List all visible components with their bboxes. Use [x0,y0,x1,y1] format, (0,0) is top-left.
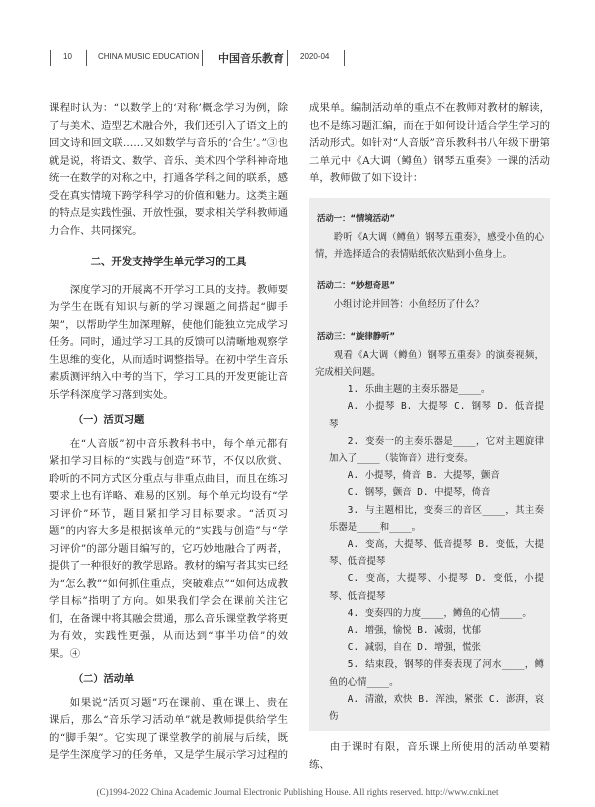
activity-text: 观看《A大调（鳟鱼）钢琴五重奏》的演奏视频，完成相关问题。 [315,349,544,378]
journal-name-en: CHINA MUSIC EDUCATION [98,52,200,61]
activity-title: 活动一：“情境活动” [317,212,396,223]
paragraph: 如果说“活页习题”巧在课前、重在课上、贵在课后，那么“音乐学习活动单”就是教师提供给学生的“脚手架”。它实现了课堂教学的前展与后续，既是学生深度学习的任务单，又是学生展示学习过程的 [49,696,288,761]
question-options: C. 变高，大提琴、小提琴 D. 变低，小提琴、低音提琴 [329,573,544,602]
question-options: A. 增强，愉悦 B. 减弱，忧郁 [347,624,482,636]
journal-name-cn: 中国音乐教育 [218,52,284,65]
copyright-footer: (C)1994-2022 China Academic Journal Electronic Publishing House. All rights reserved. http://www.cnki.net [96,787,499,797]
paragraph: 成果单。编制活动单的重点不在教师对教材的解读，也不是练习题汇编，而在于如何设计适合学生学习的活动形式。如针对“人音版”音乐教科书八年级下册第二单元中《A大调（鳟鱼）钢琴五重奏》一课的活动单，教师做了如下设计： [309,102,550,184]
header-divider [287,50,288,66]
paragraph: 由于课时有限，音乐课上所使用的活动单要精练、 [309,741,550,771]
paragraph: 深度学习的开展离不开学习工具的支持。教师要为学生在既有知识与新的学习课题之间搭起“脚手架”，以帮助学生加深理解，使他们能独立完成学习任务。同时，通过学习工具的反馈可以清晰地观察学生思维的变化，从而适时调整指导。在初中学生音乐素质测评纳入中考的当下，学习工具的开发更能让音乐学科深度学习落到实处。 [49,283,288,401]
page-number: 10 [63,52,72,61]
activity-title: 活动三：“旋律静听” [317,330,396,341]
paragraph: 课程时认为：“以数学上的‘对称’概念学习为例，除了与美术、造型艺术融合外，我们还引入了语文上的回文诗和回文联……又如数学与音乐的‘合生’。”③也就是说，将语文、数学、音乐、美术四个学科神奇地统一在数学的对称之中，打通各学科之间的联系，感受在真实情境下跨学科学习的价值和魅力。这类主题的特点是实践性强、开放性强，要求相关学科教师通力合作、共同探究。 [49,102,288,237]
question: 5. 结束段，钢琴的伴奏表现了河水____，鳟鱼的心情____。 [329,659,544,688]
question-options: C. 钢琴，颤音 D. 中提琴，倚音 [347,487,491,499]
question-options: A. 变高，大提琴、低音提琴 B. 变低，大提琴、低音提琴 [329,538,544,568]
header-divider [202,50,203,66]
activity-text: 聆听《A大调（鳟鱼）钢琴五重奏》，感受小鱼的心情，并选择适合的表情贴纸依次贴到小鱼身上。 [315,231,544,260]
question-options: C. 减弱，自在 D. 增强，慌张 [347,642,482,654]
header-divider [86,50,87,66]
question-options: A. 小提琴 B. 大提琴 C. 钢琴 D. 低音提琴 [329,401,544,430]
paragraph: 在“人音版”初中音乐教科书中，每个单元都有紧扣学习目标的“实践与创造”环节，不仅以欣赏、聆听的不同方式区分重点与非重点曲目，而且在练习要求上也有详略、难易的区别。每个单元均设有“学习评价”环节，题目紧扣学习目标要求。“活页习题”的内容大多是根据该单元的“实践与创造”与“学习评价”的部分题目编写的，它巧妙地融合了两者，提供了一种很好的教学思路。教材的编写者其实已经为“怎么教”“如何抓住重点，突破难点”“如何达成教学目标”指明了方向。如果我们学会在课前关注它们，在备课中将其融会贯通，那么音乐课堂教学将更为有效，实践性更强，从而达到“事半功倍”的效果。④ [49,437,288,660]
activity-text: 小组讨论并回答：小鱼经历了什么？ [333,299,484,311]
subsection-heading: （二）活动单 [73,674,135,685]
question: 3. 与主题相比，变奏三的音区____，其主奏乐器是____和____。 [329,504,544,533]
activity-sheet-box [309,198,550,732]
question: 4. 变奏四的力度____，鳟鱼的心情____。 [347,607,532,619]
section-heading: 二、开发支持学生单元学习的工具 [90,256,247,268]
header-divider [50,50,51,66]
question-options: A. 小提琴，倚音 B. 大提琴，颤音 [347,470,500,482]
issue-date: 2020-04 [300,52,330,61]
header-divider [344,50,345,66]
question: 1. 乐曲主题的主奏乐器是____。 [347,384,491,396]
question-options: A. 清澈，欢快 B. 浑浊，紧张 C. 澎湃，哀伤 [329,693,544,722]
question: 2. 变奏一的主奏乐器是____，它对主题旋律加入了____（装饰音）进行变奏。 [329,435,544,464]
subsection-heading: （一）活页习题 [73,415,145,426]
left-column [49,100,288,765]
right-column [309,100,550,774]
activity-title: 活动二：“妙想奇思” [317,280,396,291]
